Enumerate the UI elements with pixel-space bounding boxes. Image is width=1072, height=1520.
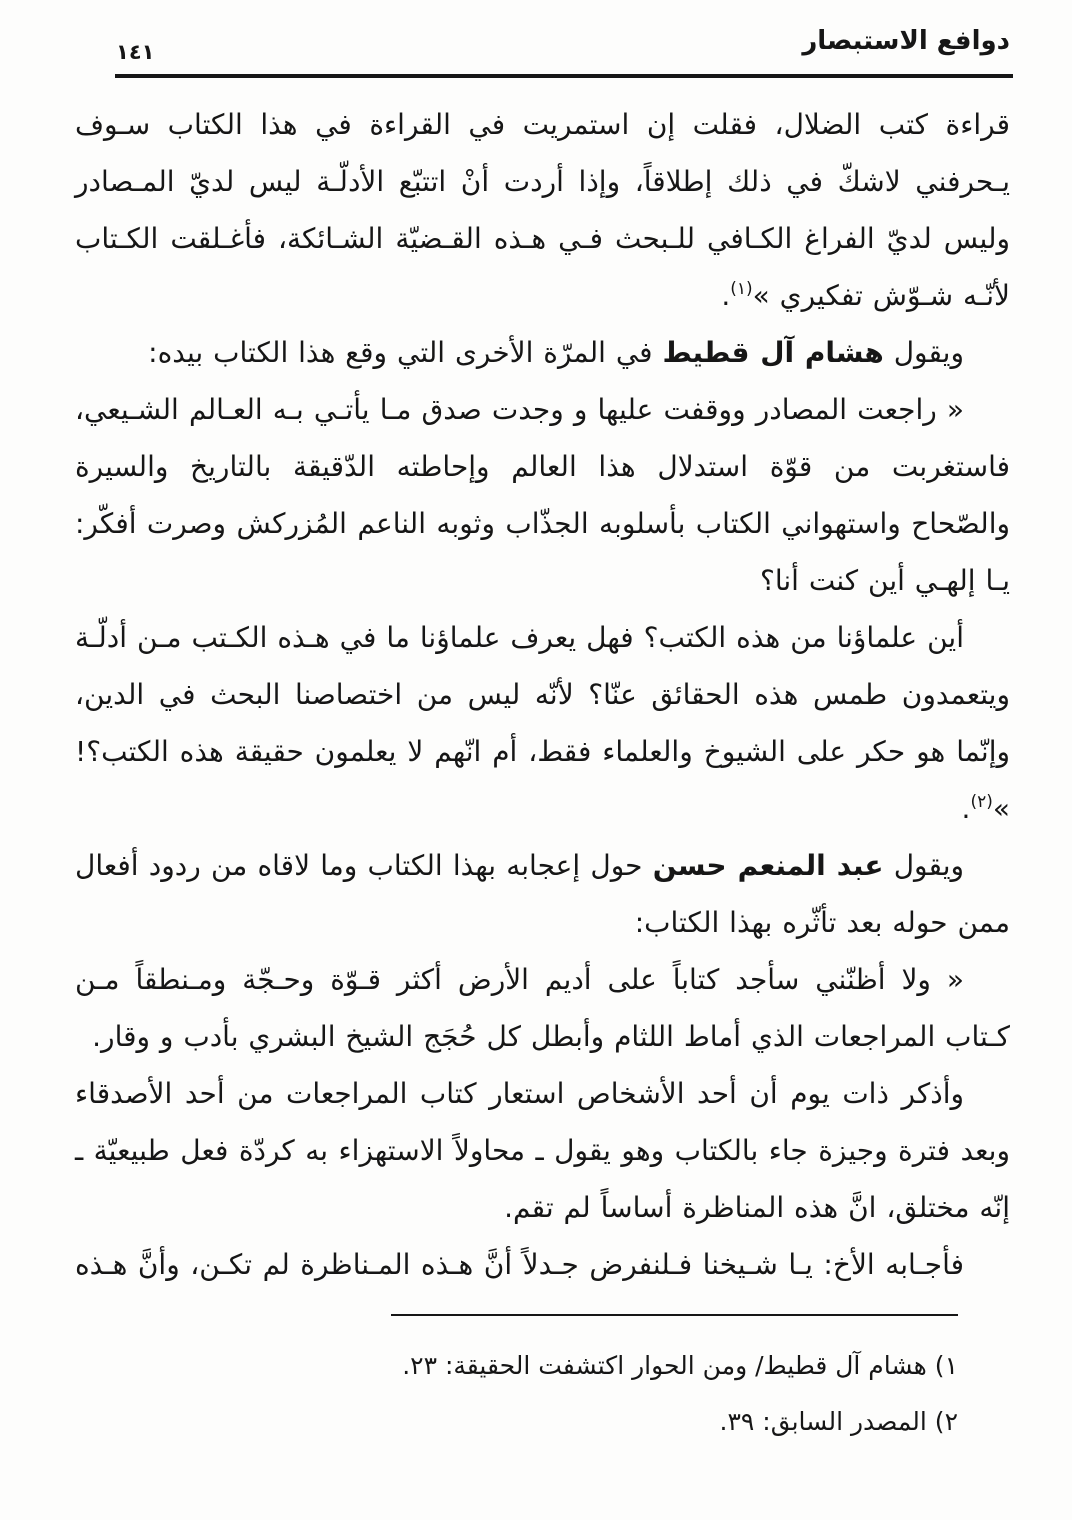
footnote-separator bbox=[391, 1314, 958, 1316]
paragraph: فأجـابه الأخ: يـا شـيخنا فـلنفرض جـدلاً أنَّ هـذه المـناظرة لم تكـن، وأنَّ هـذه bbox=[75, 1248, 964, 1281]
page-number: ١٤١ bbox=[116, 40, 155, 64]
paragraph: ويقول هشام آل قطيط في المرّة الأخرى التي وقع هذا الكتاب بيده: bbox=[148, 336, 964, 369]
paragraph: ويقول عبد المنعم حسن حول إعجابه بهذا الكتاب وما لاقاه من ردود أفعال ممن حوله بعد تأثّره بهذا الكتاب: bbox=[75, 849, 1010, 939]
paragraph: « راجعت المصادر ووقفت عليها و وجدت صدق مـا يأتـي بـه العـالم الشـيعي، فاستغربت من قوّة استدلال هذا العالم وإحاطته الدّقيقة بالتاريخ والسيرة والصّحاح واستهواني الكتاب بأسلوبه الجذّاب وثوبه الناعم المُزركش وصرت أفكّر: يـا إلهـي أين كنت أنا؟ bbox=[75, 393, 1010, 597]
body-text bbox=[75, 96, 1010, 1293]
paragraph: أين علماؤنا من هذه الكتب؟ فهل يعرف علماؤنا ما في هـذه الكـتب مـن أدلّـة ويتعمدون طمس هذه الحقائق عنّا؟ لأنّه ليس من اختصاصنا البحث في الدين، وإنّما هو حكر على الشيوخ والعلماء فقط، أم انّهم لا يعلمون حقيقة هذه الكتب؟! »$^{(٢)}$. bbox=[75, 621, 1010, 825]
footnote-marker: (٢) bbox=[970, 792, 993, 812]
footnote: ١) هشام آل قطيط/ ومن الحوار اكتشفت الحقيقة: ٢٣. bbox=[402, 1351, 958, 1380]
footnote-list bbox=[75, 1314, 958, 1450]
footnote: ٢) المصدر السابق: ٣٩. bbox=[719, 1407, 958, 1436]
paragraph: وأذكر ذات يوم أن أحد الأشخاص استعار كتاب المراجعات من أحد الأصدقاء وبعد فترة وجيزة جاء بالكتاب وهو يقول ـ محاولاً الاستهزاء به كردّة فعل طبيعيّة ـ إنّه مختلق، انَّ هذه المناظرة أساساً لم تقم. bbox=[75, 1077, 1010, 1224]
page-header bbox=[0, 0, 1072, 84]
paragraph: قراءة كتب الضلال، فقلت إن استمريت في القراءة في هذا الكتاب سـوف يـحرفني لاشكّ في ذلك إطلاقاً، وإذا أردت أنْ اتتبّع الأدلّـة ليس لديّ المـصادر وليس لديّ الفراغ الكـافي للـبحث فـي هـذه القـضيّة الشـائكة، فأغـلقت الكـتاب لأنّـه شـوّش تفكيري »$^{(١)}$. bbox=[75, 108, 1010, 312]
header-rule bbox=[115, 74, 1013, 78]
footnote-area bbox=[75, 1314, 958, 1450]
paragraph: « ولا أظنّني سأجد كتاباً على أديم الأرض أكثر قـوّة وحـجّة ومـنطقاً مـن كـتاب المراجعات الذي أماط اللثام وأبطل كل حُجَج الشيخ البشري بأدب و وقار. bbox=[75, 963, 1010, 1053]
footnote-marker: (١) bbox=[730, 279, 753, 299]
running-title: دوافع الاستبصار bbox=[802, 26, 1010, 56]
